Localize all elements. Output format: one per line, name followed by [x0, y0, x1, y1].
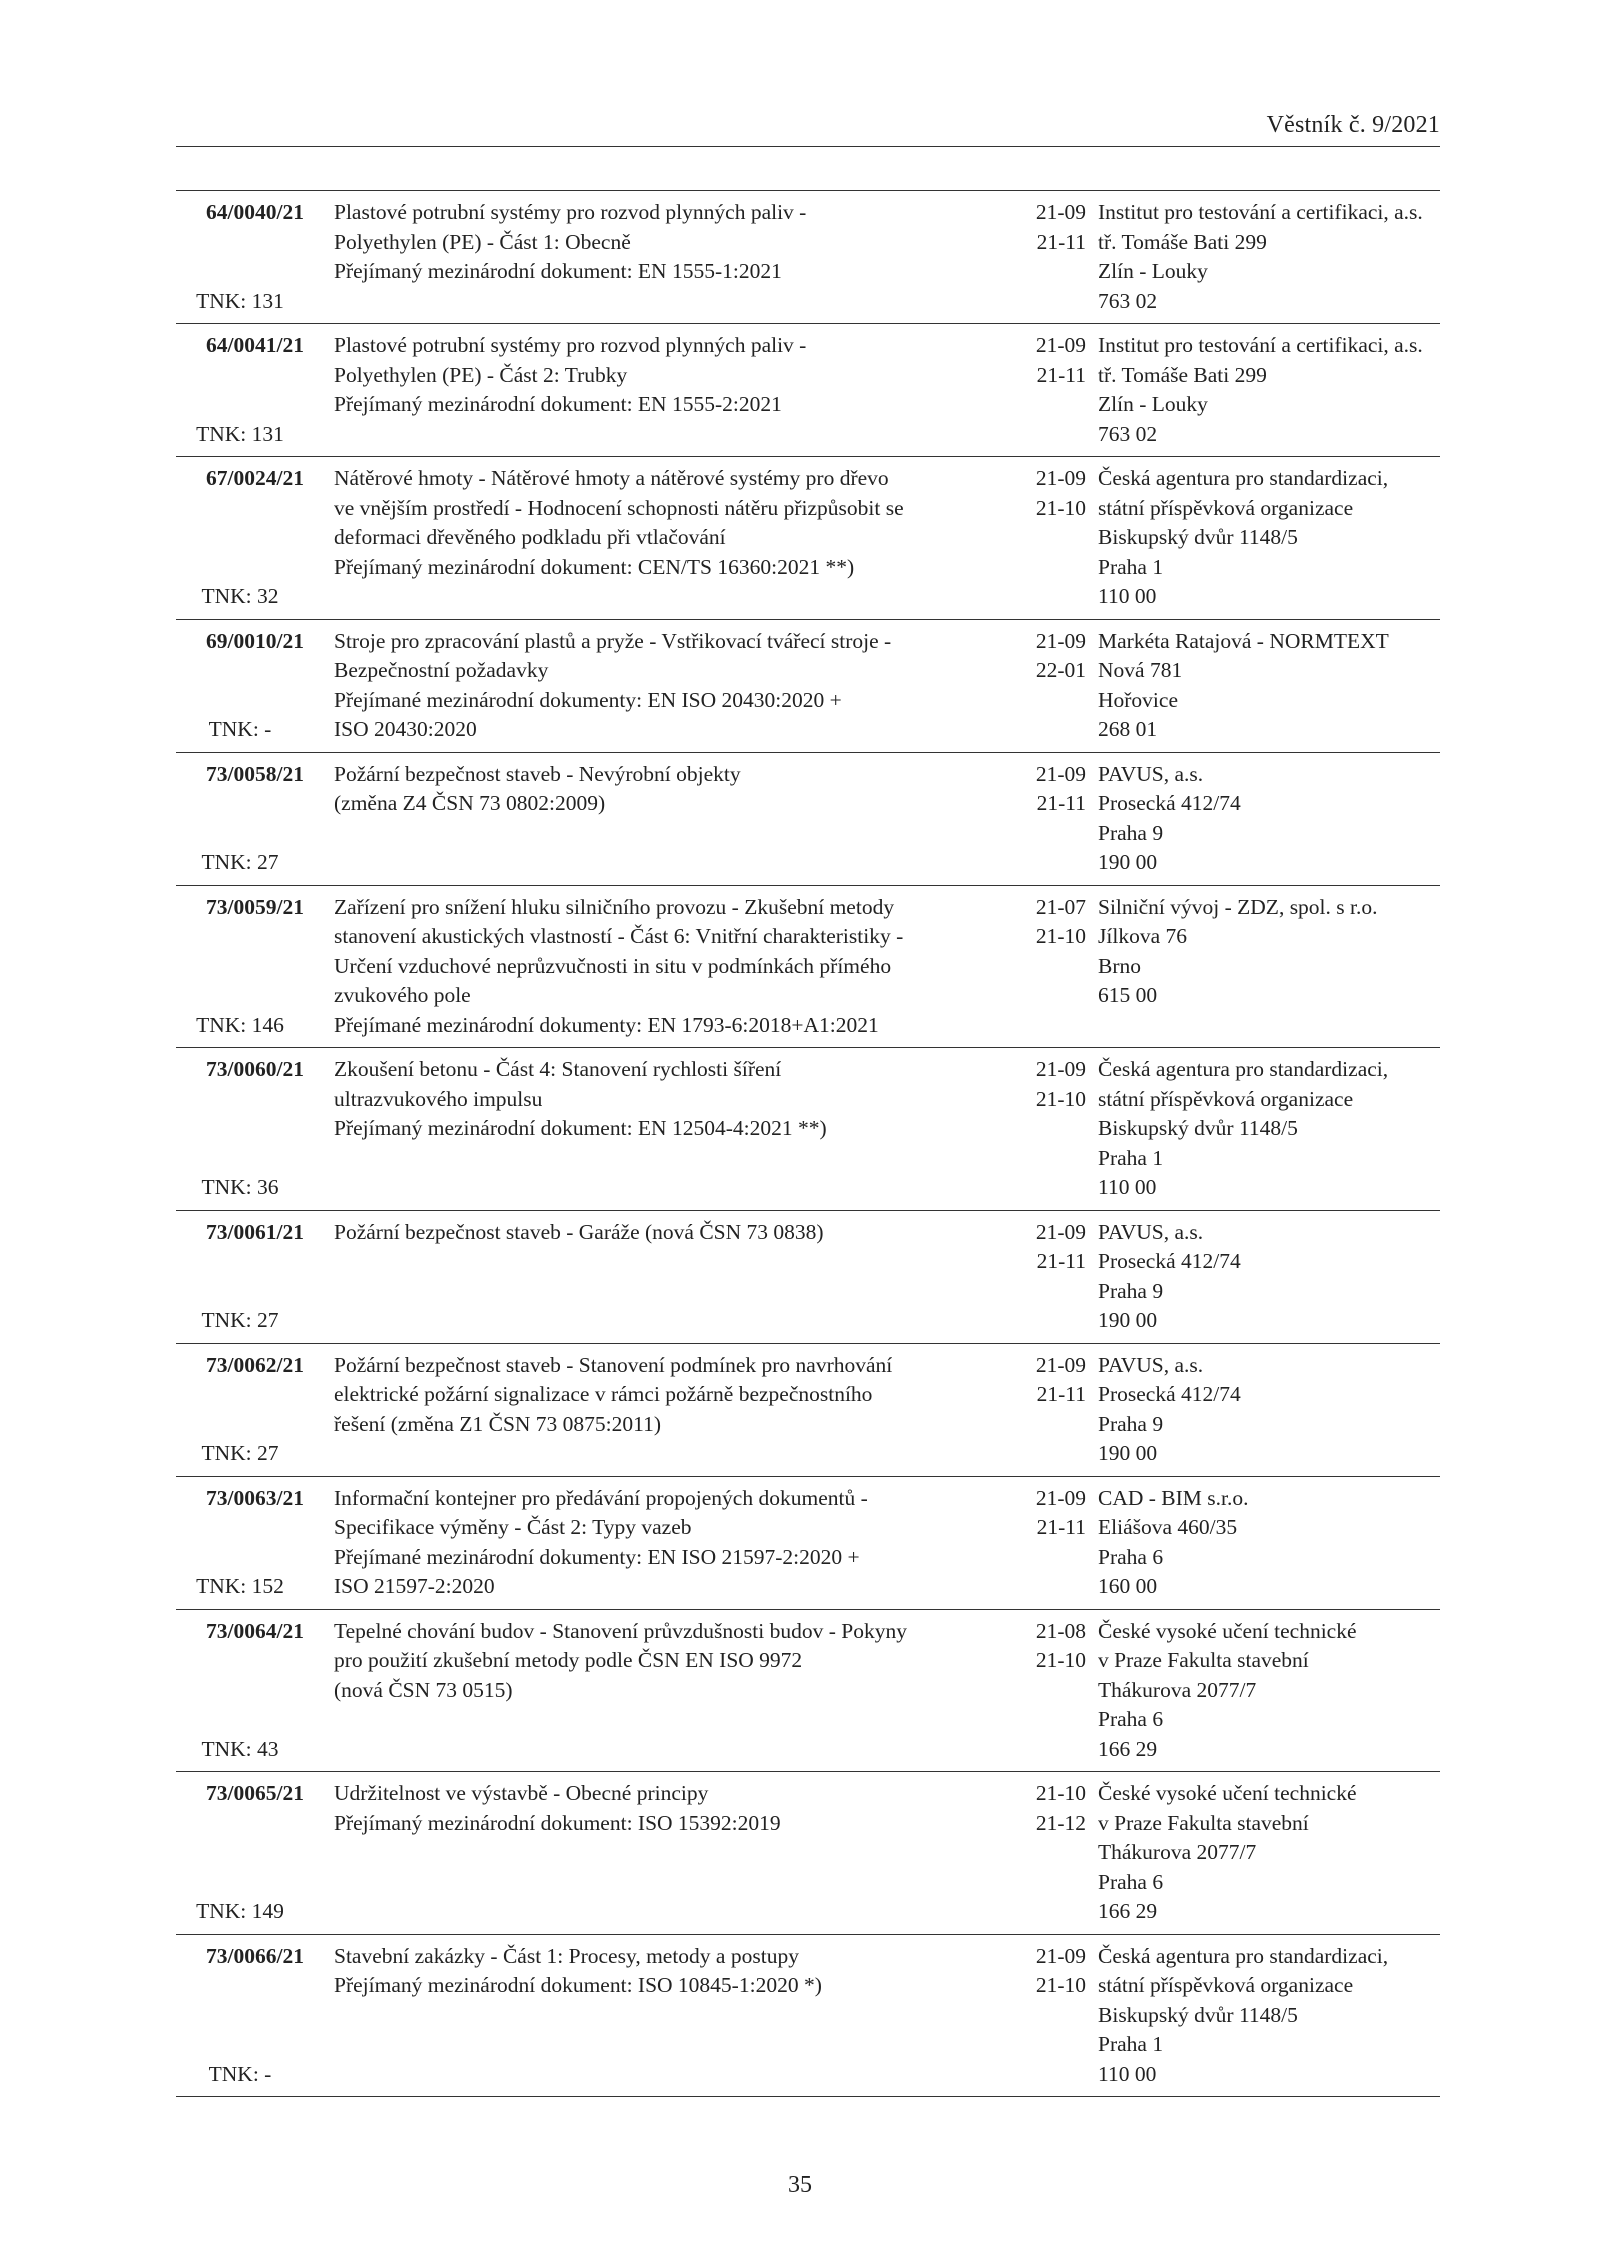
title-line: Přejímané mezinárodní dokumenty: EN 1793-6:2018+A1:2021 [334, 1012, 879, 1037]
standard-entry [176, 1935, 1440, 2098]
standard-number: 73/0062/21 [206, 1352, 304, 1377]
tnk-label: TNK: - [208, 717, 272, 741]
title-line: pro použití zkušební metody podle ČSN EN ISO 9972 [334, 1648, 803, 1672]
address-line: PAVUS, a.s. [1098, 1219, 1204, 1244]
date-line: 21-10 [1035, 1648, 1086, 1672]
address-line: státní příspěvková organizace [1098, 1973, 1354, 1997]
tnk-label: TNK: 131 [196, 421, 284, 446]
date-line: 21-09 [1035, 761, 1086, 786]
title-line: Stroje pro zpracování plastů a pryže - Vstřikovací tvářecí stroje - [334, 628, 892, 653]
address-line: CAD - BIM s.r.o. [1098, 1485, 1249, 1510]
standard-title [334, 464, 964, 582]
date-line: 21-11 [1036, 1515, 1086, 1539]
title-line: Přejímaný mezinárodní dokument: CEN/TS 16360:2021 **) [334, 554, 855, 579]
title-line: Přejímaný mezinárodní dokument: EN 1555-2:2021 [334, 392, 782, 416]
title-line: Nátěrové hmoty - Nátěrové hmoty a nátěrové systémy pro dřevo [334, 466, 889, 490]
standard-number: 73/0058/21 [206, 761, 304, 786]
page-number: 35 [788, 2172, 812, 2198]
date-range [996, 1484, 1086, 1543]
title-line: Přejímaný mezinárodní dokument: ISO 15392:2019 [334, 1810, 781, 1835]
date-line: 21-09 [1035, 1352, 1086, 1377]
standard-number: 64/0040/21 [206, 200, 304, 224]
date-line: 21-09 [1035, 1485, 1086, 1510]
date-range [996, 1779, 1086, 1838]
title-line: Udržitelnost ve výstavbě - Obecné principy [334, 1781, 709, 1805]
standard-number: 73/0059/21 [206, 894, 304, 919]
address-line: Praha 1 [1098, 1145, 1164, 1170]
tnk-label: TNK: 146 [196, 1012, 284, 1037]
address-line: 615 00 [1098, 983, 1158, 1007]
date-line: 21-09 [1035, 1219, 1086, 1244]
address-line: 190 00 [1098, 850, 1158, 874]
date-line: 21-11 [1036, 1249, 1086, 1273]
processor-address [1098, 627, 1440, 745]
date-line: 21-07 [1035, 894, 1086, 919]
date-line: 21-12 [1035, 1810, 1086, 1835]
address-line: Eliášova 460/35 [1098, 1515, 1238, 1539]
date-line: 21-11 [1036, 362, 1086, 387]
processor-address [1098, 1942, 1440, 2090]
title-line: stanovení akustických vlastností - Část 6: Vnitřní charakteristiky - [334, 924, 904, 948]
title-line: Požární bezpečnost staveb - Garáže (nová ČSN 73 0838) [334, 1219, 824, 1244]
bulletin-title: Věstník č. 9/2021 [1266, 112, 1440, 138]
address-line: státní příspěvková organizace [1098, 495, 1354, 520]
processor-address [1098, 331, 1440, 449]
address-line: 763 02 [1098, 421, 1158, 446]
address-line: 166 29 [1098, 1899, 1158, 1923]
address-line: České vysoké učení technické [1098, 1781, 1357, 1805]
address-line: Praha 1 [1098, 554, 1164, 579]
processor-address [1098, 893, 1440, 1011]
date-line: 21-11 [1036, 791, 1086, 815]
tnk-label: TNK: 152 [196, 1574, 284, 1598]
standard-entry [176, 1610, 1440, 1773]
processor-address [1098, 1351, 1440, 1469]
address-line: Biskupský dvůr 1148/5 [1098, 2002, 1298, 2027]
standard-number: 73/0065/21 [206, 1781, 304, 1805]
title-line: Stavební zakázky - Část 1: Procesy, metody a postupy [334, 1943, 799, 1968]
address-line: Biskupský dvůr 1148/5 [1098, 1116, 1298, 1140]
standard-entry [176, 753, 1440, 886]
address-line: 160 00 [1098, 1574, 1158, 1598]
date-line: 21-11 [1036, 229, 1086, 254]
address-line: 763 02 [1098, 288, 1158, 313]
title-line: zvukového pole [334, 983, 471, 1007]
standard-title [334, 760, 964, 819]
date-line: 21-10 [1035, 1973, 1086, 1997]
title-line: Požární bezpečnost staveb - Stanovení podmínek pro navrhování [334, 1352, 893, 1377]
title-line: Bezpečnostní požadavky [334, 658, 549, 682]
standard-title [334, 1055, 964, 1144]
tnk-label: TNK: 27 [201, 850, 279, 874]
standard-title [334, 1779, 964, 1838]
processor-address [1098, 760, 1440, 878]
date-line: 21-08 [1035, 1618, 1086, 1643]
date-range [996, 760, 1086, 819]
title-line: Specifikace výměny - Část 2: Typy vazeb [334, 1515, 692, 1539]
date-range [996, 1617, 1086, 1676]
title-line: ISO 20430:2020 [334, 717, 477, 741]
standard-entry [176, 1048, 1440, 1211]
tnk-label: TNK: 36 [201, 1175, 279, 1199]
address-line: 110 00 [1098, 1175, 1157, 1199]
address-line: Institut pro testování a certifikaci, a.s. [1098, 200, 1423, 224]
title-line: deformaci dřevěného podkladu při vtlačování [334, 525, 726, 549]
address-line: Česká agentura pro standardizaci, [1098, 1057, 1389, 1081]
date-range [996, 331, 1086, 390]
date-line: 21-10 [1035, 1086, 1086, 1111]
standard-number: 73/0060/21 [206, 1057, 304, 1081]
address-line: 110 00 [1098, 584, 1157, 608]
processor-address [1098, 464, 1440, 612]
standard-title [334, 331, 964, 420]
address-line: v Praze Fakulta stavební [1098, 1648, 1309, 1672]
tnk-label: TNK: 27 [201, 1308, 279, 1332]
standard-number: 73/0061/21 [206, 1219, 304, 1244]
standard-number: 73/0064/21 [206, 1618, 304, 1643]
date-range [996, 464, 1086, 523]
title-line: Zkoušení betonu - Část 4: Stanovení rychlosti šíření [334, 1057, 782, 1081]
address-line: Nová 781 [1098, 658, 1183, 682]
address-line: 190 00 [1098, 1441, 1158, 1465]
address-line: 268 01 [1098, 717, 1158, 741]
title-line: Přejímaný mezinárodní dokument: ISO 10845-1:2020 *) [334, 1973, 822, 1997]
title-line: řešení (změna Z1 ČSN 73 0875:2011) [334, 1411, 662, 1436]
tnk-label: TNK: 43 [201, 1736, 279, 1761]
date-line: 21-09 [1035, 1943, 1086, 1968]
address-line: 190 00 [1098, 1308, 1158, 1332]
standard-title [334, 893, 964, 1041]
date-range [996, 627, 1086, 686]
date-line: 21-10 [1035, 1781, 1086, 1805]
address-line: Praha 9 [1098, 820, 1164, 845]
title-line: ISO 21597-2:2020 [334, 1574, 495, 1598]
address-line: Thákurova 2077/7 [1098, 1677, 1257, 1702]
standard-entry [176, 1211, 1440, 1344]
address-line: Zlín - Louky [1098, 259, 1208, 283]
title-line: Plastové potrubní systémy pro rozvod plynných paliv - [334, 333, 807, 357]
address-line: státní příspěvková organizace [1098, 1086, 1354, 1111]
standard-title [334, 1218, 964, 1248]
title-line: Tepelné chování budov - Stanovení průvzdušnosti budov - Pokyny [334, 1618, 907, 1643]
address-line: České vysoké učení technické [1098, 1618, 1357, 1643]
date-line: 21-09 [1035, 466, 1086, 490]
processor-address [1098, 1484, 1440, 1602]
standard-entry [176, 1477, 1440, 1610]
address-line: Hořovice [1098, 687, 1178, 712]
standard-title [334, 1942, 964, 2001]
standard-number: 69/0010/21 [206, 628, 304, 653]
date-line: 21-09 [1035, 333, 1086, 357]
processor-address [1098, 1055, 1440, 1203]
address-line: Silniční vývoj - ZDZ, spol. s r.o. [1098, 894, 1378, 919]
address-line: tř. Tomáše Bati 299 [1098, 362, 1267, 387]
date-range [996, 1218, 1086, 1277]
date-line: 21-11 [1036, 1382, 1086, 1406]
standard-entry [176, 457, 1440, 620]
standard-entry [176, 1344, 1440, 1477]
date-range [996, 893, 1086, 952]
address-line: Praha 6 [1098, 1707, 1164, 1731]
standard-number: 73/0066/21 [206, 1943, 304, 1968]
date-line: 21-09 [1035, 628, 1086, 653]
standard-title [334, 1351, 964, 1440]
address-line: Jílkova 76 [1098, 924, 1187, 948]
title-line: Určení vzduchové neprůzvučnosti in situ v podmínkách přímého [334, 953, 892, 978]
processor-address [1098, 1617, 1440, 1765]
address-line: Brno [1098, 953, 1141, 978]
standard-title [334, 627, 964, 745]
address-line: Prosecká 412/74 [1098, 1249, 1241, 1273]
tnk-label: TNK: 32 [201, 584, 279, 608]
title-line: Požární bezpečnost staveb - Nevýrobní objekty [334, 761, 741, 786]
date-range [996, 1055, 1086, 1114]
standard-title [334, 198, 964, 287]
address-line: PAVUS, a.s. [1098, 1352, 1204, 1377]
date-line: 21-10 [1035, 924, 1086, 948]
address-line: 166 29 [1098, 1736, 1158, 1761]
address-line: tř. Tomáše Bati 299 [1098, 229, 1267, 254]
standard-number: 64/0041/21 [206, 333, 304, 357]
date-line: 21-10 [1035, 495, 1086, 520]
tnk-label: TNK: - [208, 2061, 272, 2086]
title-line: Přejímaný mezinárodní dokument: EN 1555-1:2021 [334, 259, 782, 283]
title-line: (změna Z4 ČSN 73 0802:2009) [334, 791, 606, 815]
address-line: Praha 6 [1098, 1544, 1164, 1569]
tnk-label: TNK: 27 [201, 1441, 279, 1465]
date-line: 21-09 [1035, 200, 1086, 224]
standard-entry [176, 620, 1440, 753]
address-line: v Praze Fakulta stavební [1098, 1810, 1309, 1835]
date-range [996, 1942, 1086, 2001]
date-line: 22-01 [1035, 658, 1086, 682]
standard-title [334, 1617, 964, 1706]
date-range [996, 1351, 1086, 1410]
page-header [176, 112, 1440, 147]
address-line: Thákurova 2077/7 [1098, 1840, 1257, 1864]
address-line: 110 00 [1098, 2061, 1157, 2086]
address-line: PAVUS, a.s. [1098, 761, 1204, 786]
date-range [996, 198, 1086, 257]
standard-title [334, 1484, 964, 1602]
title-line: Přejímaný mezinárodní dokument: EN 12504-4:2021 **) [334, 1116, 827, 1140]
title-line: elektrické požární signalizace v rámci požárně bezpečnostního [334, 1382, 873, 1406]
title-line: Přejímané mezinárodní dokumenty: EN ISO 21597-2:2020 + [334, 1544, 860, 1569]
tnk-label: TNK: 149 [196, 1899, 284, 1923]
address-line: Česká agentura pro standardizaci, [1098, 1943, 1389, 1968]
address-line: Praha 9 [1098, 1278, 1164, 1303]
address-line: Česká agentura pro standardizaci, [1098, 466, 1389, 490]
address-line: Biskupský dvůr 1148/5 [1098, 525, 1298, 549]
address-line: Praha 1 [1098, 2032, 1164, 2056]
title-line: (nová ČSN 73 0515) [334, 1677, 513, 1702]
title-line: ultrazvukového impulsu [334, 1086, 543, 1111]
tnk-label: TNK: 131 [196, 288, 284, 313]
title-line: Polyethylen (PE) - Část 2: Trubky [334, 362, 628, 387]
address-line: Zlín - Louky [1098, 392, 1208, 416]
title-line: Zařízení pro snížení hluku silničního provozu - Zkušební metody [334, 894, 895, 919]
standard-entry [176, 191, 1440, 324]
address-line: Praha 6 [1098, 1869, 1164, 1894]
processor-address [1098, 1779, 1440, 1927]
processor-address [1098, 198, 1440, 316]
address-line: Prosecká 412/74 [1098, 1382, 1241, 1406]
title-line: ve vnějším prostředí - Hodnocení schopnosti nátěru přizpůsobit se [334, 495, 904, 520]
standard-number: 73/0063/21 [206, 1485, 304, 1510]
address-line: Markéta Ratajová - NORMTEXT [1098, 628, 1389, 653]
processor-address [1098, 1218, 1440, 1336]
date-line: 21-09 [1035, 1057, 1086, 1081]
address-line: Prosecká 412/74 [1098, 791, 1241, 815]
standards-list [176, 190, 1440, 2097]
title-line: Plastové potrubní systémy pro rozvod plynných paliv - [334, 200, 807, 224]
address-line: Praha 9 [1098, 1411, 1164, 1436]
title-line: Přejímané mezinárodní dokumenty: EN ISO 20430:2020 + [334, 687, 842, 712]
standard-entry [176, 324, 1440, 457]
title-line: Polyethylen (PE) - Část 1: Obecně [334, 229, 631, 254]
standard-entry [176, 1772, 1440, 1935]
title-line: Informační kontejner pro předávání propojených dokumentů - [334, 1485, 868, 1510]
address-line: Institut pro testování a certifikaci, a.s. [1098, 333, 1423, 357]
standard-entry [176, 886, 1440, 1049]
standard-number: 67/0024/21 [206, 466, 304, 490]
